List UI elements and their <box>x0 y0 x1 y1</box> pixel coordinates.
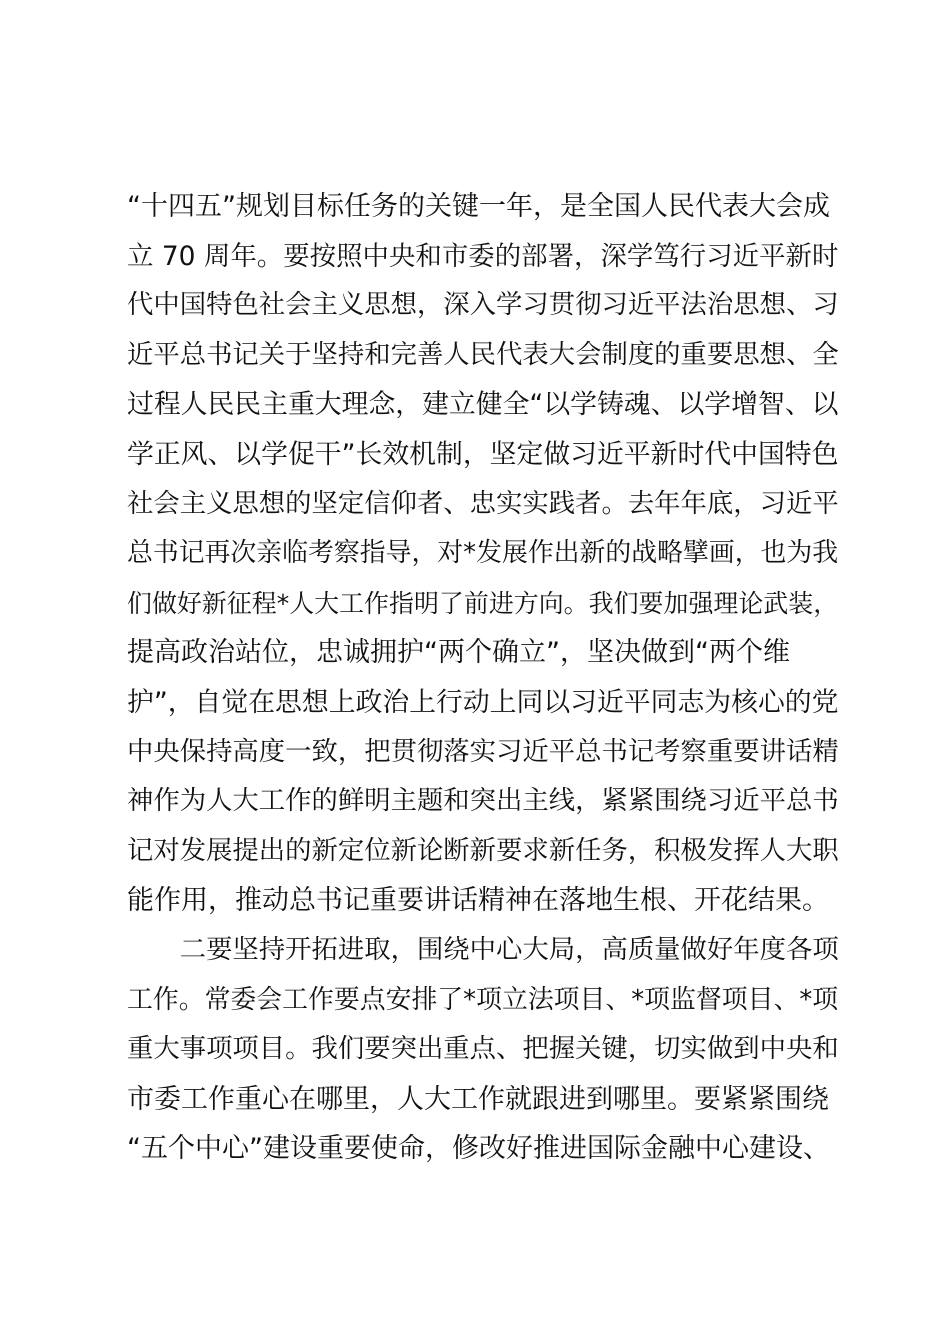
text-line-3: 代中国特色社会主义思想，深入学习贯彻习近平法治思想、习 <box>127 290 839 321</box>
body-text <box>127 182 837 1174</box>
text-line-15: 能作用，推动总书记重要讲话精神在落地生根、开花结果。 <box>127 885 829 917</box>
text-line-13: 神作为人大工作的鲜明主题和突出主线，紧紧围绕习近平总书 <box>127 786 839 817</box>
text-line-10: 提高政治站位，忠诚拥护“两个确立”，坚决做到“两个维 <box>127 637 790 669</box>
text-line-12: 中央保持高度一致，把贯彻落实习近平总书记考察重要讲话精 <box>127 736 839 767</box>
text-line-1: “十四五”规划目标任务的关键一年，是全国人民代表大会成 <box>127 191 830 222</box>
text-line-4: 近平总书记关于坚持和完善人民代表大会制度的重要思想、全 <box>127 339 839 370</box>
text-line-18: 重大事项项目。我们要突出重点、把握关键，切实做到中央和 <box>127 1034 839 1065</box>
text-line-8: 总书记再次亲临考察指导，对*发展作出新的战略擘画，也为我 <box>127 538 839 569</box>
text-line-6: 学正风、以学促干”长效机制，坚定做习近平新时代中国特色 <box>127 438 839 470</box>
text-line-14: 记对发展提出的新定位新论断新要求新任务，积极发挥人大职 <box>127 835 839 866</box>
text-line-2: 立 70 周年。要按照中央和市委的部署，深学笃行习近平新时 <box>127 240 839 272</box>
text-line-19: 市委工作重心在哪里，人大工作就跟进到哪里。要紧紧围绕 <box>127 1083 829 1115</box>
text-line-20: “五个中心”建设重要使命，修改好推进国际金融中心建设、 <box>127 1133 830 1165</box>
text-line-9: 们做好新征程*人大工作指明了前进方向。我们要加强理论武装， <box>127 588 839 618</box>
text-line-17: 工作。常委会工作要点安排了*项立法项目、*项监督项目、*项 <box>127 984 839 1015</box>
text-line-16: 二要坚持开拓进取，围绕中心大局，高质量做好年度各项 <box>127 934 839 965</box>
text-line-7: 社会主义思想的坚定信仰者、忠实实践者。去年年底，习近平 <box>127 488 839 519</box>
text-line-5: 过程人民民主重大理念，建立健全“以学铸魂、以学增智、以 <box>127 389 839 421</box>
text-line-11: 护”，自觉在思想上政治上行动上同以习近平同志为核心的党 <box>127 686 839 718</box>
